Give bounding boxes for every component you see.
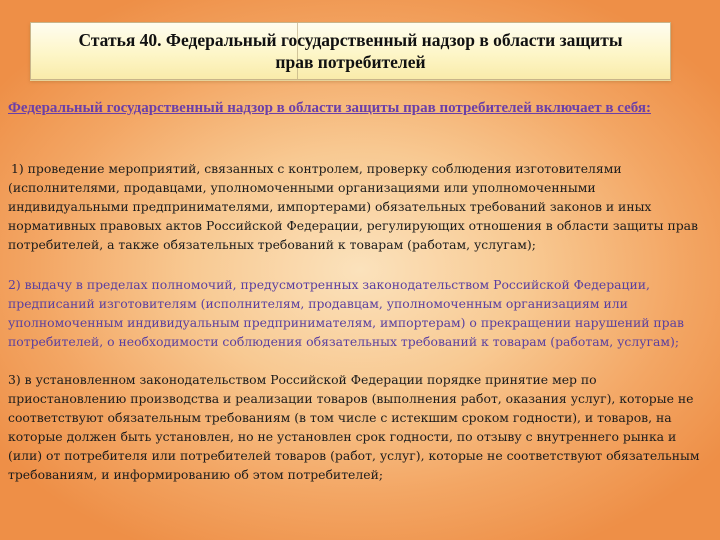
list-item-2 xyxy=(8,275,714,351)
slide-title xyxy=(70,29,630,73)
slide-title-line-2: прав потребителей xyxy=(275,52,426,72)
intro-heading: Федеральный государственный надзор в области защиты прав потребителей включает в себя: xyxy=(8,100,651,116)
list-item-2-text: 2) выдачу в пределах полномочий, предусмотренных законодательством Российской Федерации, предписаний изготовителям (исполнителям, продавцам, уполномоченным организациям или уполномоченным индивидуальным предпринимателям, импортерам) о прекращении нарушений прав потребителей, о необходимости соблюдения обязательных требований к товарам (работам, услугам); xyxy=(8,277,684,349)
slide-title-line-1: Статья 40. Федеральный государственный надзор в области защиты xyxy=(78,30,623,50)
list-item-3 xyxy=(8,370,714,484)
list-item-3-text: 3) в установленном законодательством Российской Федерации порядке принятие мер по приостановлению производства и реализации товаров (выполнения работ, оказания услуг), которые не соответствуют обязательным требованиям (в том числе с истекшим сроком годности), и товаров, на которые должен быть установлен, но не установлен срок годности, по отзыву с внутреннего рынка и (или) от потребителя или потребителей товаров (работ, услуг), которые не соответствуют обязательным требованиям, и информированию об этом потребителей; xyxy=(8,372,700,482)
list-item-1-text: 1) проведение мероприятий, связанных с контролем, проверку соблюдения изготовителями (исполнителями, продавцами, уполномоченными организациями или уполномоченными индивидуальными предпринимателями, импортерами) обязательных требований законов и иных нормативных правовых актов Российской Федерации, регулирующих отношения в области защиты прав потребителей, а также обязательных требований к товарам (работам, услугам); xyxy=(8,161,699,252)
list-item-1 xyxy=(8,159,714,254)
title-box xyxy=(30,22,671,80)
